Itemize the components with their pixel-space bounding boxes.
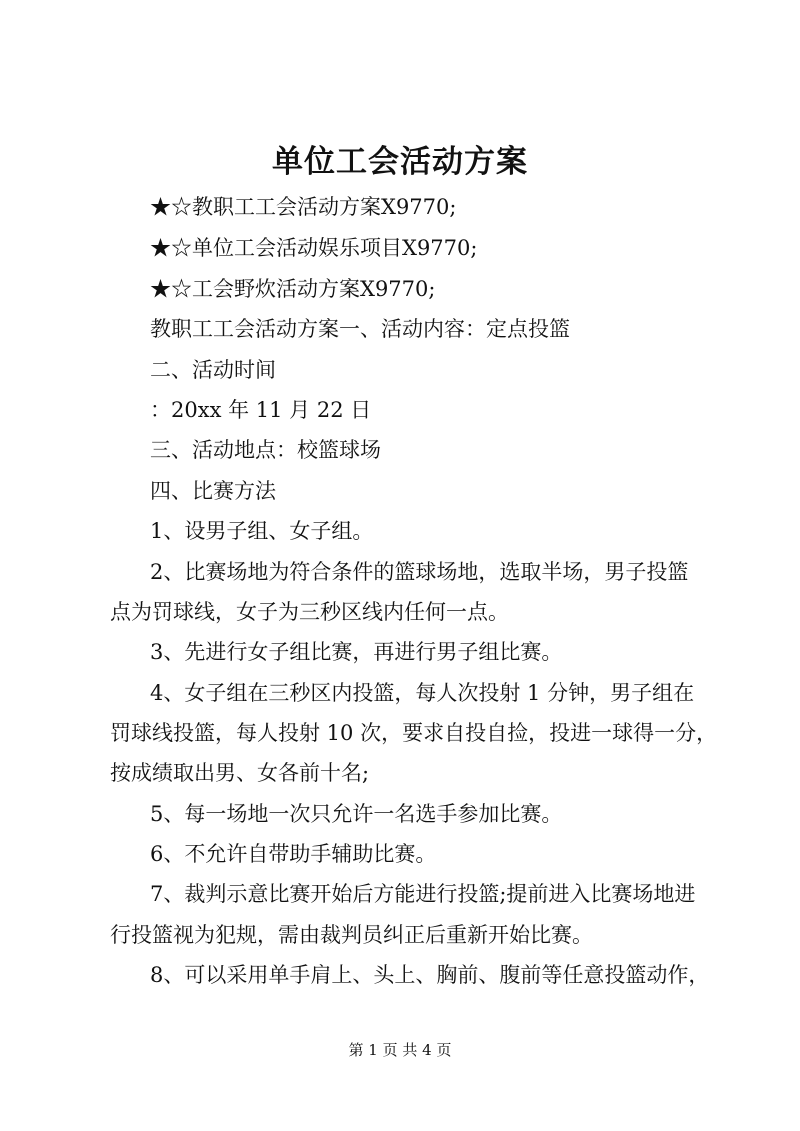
page-number: 第 1 页 共 4 页 [348,1041,452,1059]
text-line: 8、可以采用单手肩上、头上、胸前、腹前等任意投篮动作， [150,963,710,987]
text-line: 1、设男子组、女子组。 [150,519,374,543]
text-line: 7、裁判示意比赛开始后方能进行投篮;提前进入比赛场地进 [150,882,696,906]
text-line: 三、活动地点：校篮球场 [150,438,381,462]
text-line: 5、每一场地一次只允许一名选手参加比赛。 [150,802,563,826]
document-title: 单位工会活动方案 [272,144,528,180]
text-line: 4、女子组在三秒区内投篮，每人次投射 1 分钟，男子组在 [150,681,695,705]
text-line: ★☆单位工会活动娱乐项目X9770; [150,236,478,260]
text-line: 四、比赛方法 [150,479,276,503]
text-line: 罚球线投篮，每人投射 10 次，要求自投自捡，投进一球得一分， [110,721,718,745]
text-line: 6、不允许自带助手辅助比赛。 [150,842,437,866]
text-line: 按成绩取出男、女各前十名; [110,761,370,785]
text-line: 点为罚球线，女子为三秒区线内任何一点。 [110,600,509,624]
text-line: ★☆教职工工会活动方案X9770; [150,195,457,219]
text-line: 教职工工会活动方案一、活动内容：定点投篮 [150,317,570,341]
text-line: 行投篮视为犯规，需由裁判员纠正后重新开始比赛。 [110,923,593,947]
text-line: ★☆工会野炊活动方案X9770; [150,277,436,301]
text-line: 2、比赛场地为符合条件的篮球场地，选取半场，男子投篮 [150,560,689,584]
text-line: 二、活动时间 [150,358,276,382]
text-line: 3、先进行女子组比赛，再进行男子组比赛。 [150,640,563,664]
text-line: ：20xx 年 11 月 22 日 [150,398,372,422]
